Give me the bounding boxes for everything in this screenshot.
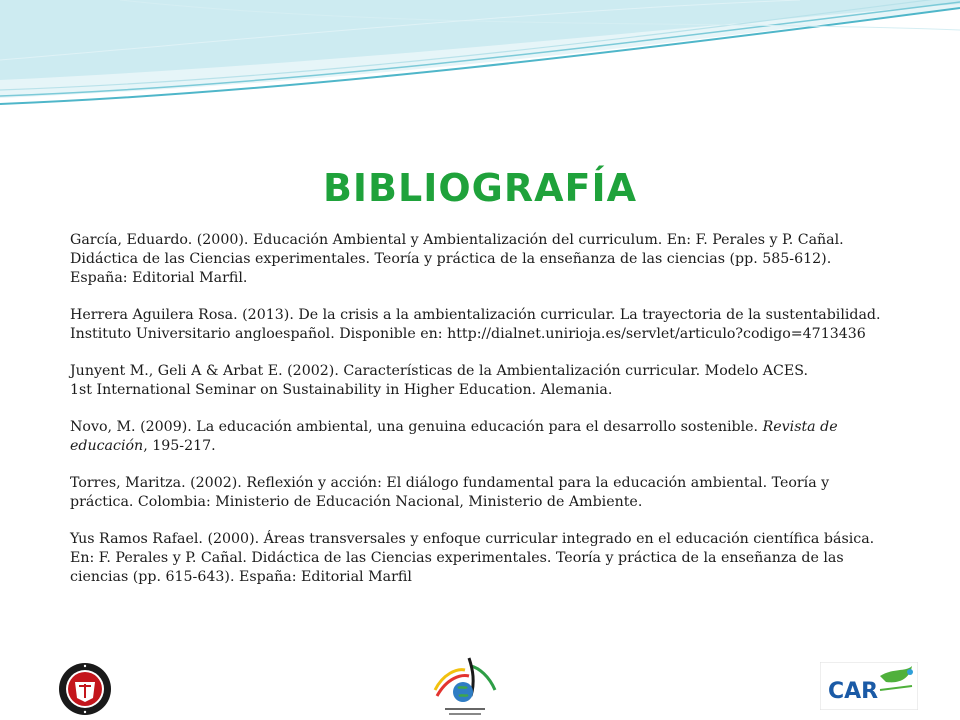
reference-item [70, 418, 890, 456]
page-title: BIBLIOGRAFÍA [322, 166, 638, 210]
journal-title: Revista de educación [70, 419, 838, 454]
reference-item: Yus Ramos Rafael. (2000). Áreas transversales y enfoque curricular integrado en el educación científica básica. En: F. Perales y P. Cañal. Didáctica de las Ciencias experimentales. Teoría y práctica de la enseñanza de las ciencias (pp. 615-643). España: Editorial Marfil [70, 531, 875, 585]
reference-item: Herrera Aguilera Rosa. (2013). De la crisis a la ambientalización curricular. La trayectoria de la sustentabilidad. Instituto Universitario angloespañol. Disponible en: http://dialnet.unirioja.es/servlet/articulo?codigo=4713436 [70, 307, 881, 342]
consultorio-ambiental-logo [425, 656, 505, 720]
reference-text: , 195-217. [143, 438, 216, 454]
universidad-libre-logo [58, 662, 112, 716]
car-logo [820, 662, 918, 710]
reference-text: Novo, M. (2009). La educación ambiental, una genuina educación para el desarrollo sostenible. [70, 419, 763, 435]
footer-logos [0, 650, 960, 720]
reference-item [70, 362, 890, 400]
header-wave-decoration [0, 0, 960, 110]
reference-line: 1st International Seminar on Sustainability in Higher Education. Alemania. [70, 382, 613, 398]
reference-item: García, Eduardo. (2000). Educación Ambiental y Ambientalización del curriculum. En: F. Perales y P. Cañal. Didáctica de las Ciencias experimentales. Teoría y práctica de la enseñanza de las ciencias (pp. 585-612). España: Editorial Marfil. [70, 232, 844, 286]
bibliography-list [70, 231, 890, 605]
reference-item: Torres, Maritza. (2002). Reflexión y acción: El diálogo fundamental para la educación ambiental. Teoría y práctica. Colombia: Ministerio de Educación Nacional, Ministerio de Ambiente. [70, 475, 830, 510]
svg-text:CAR: CAR [828, 679, 879, 704]
reference-line: Junyent M., Geli A & Arbat E. (2002). Características de la Ambientalización curricular. Modelo ACES. [70, 363, 808, 379]
